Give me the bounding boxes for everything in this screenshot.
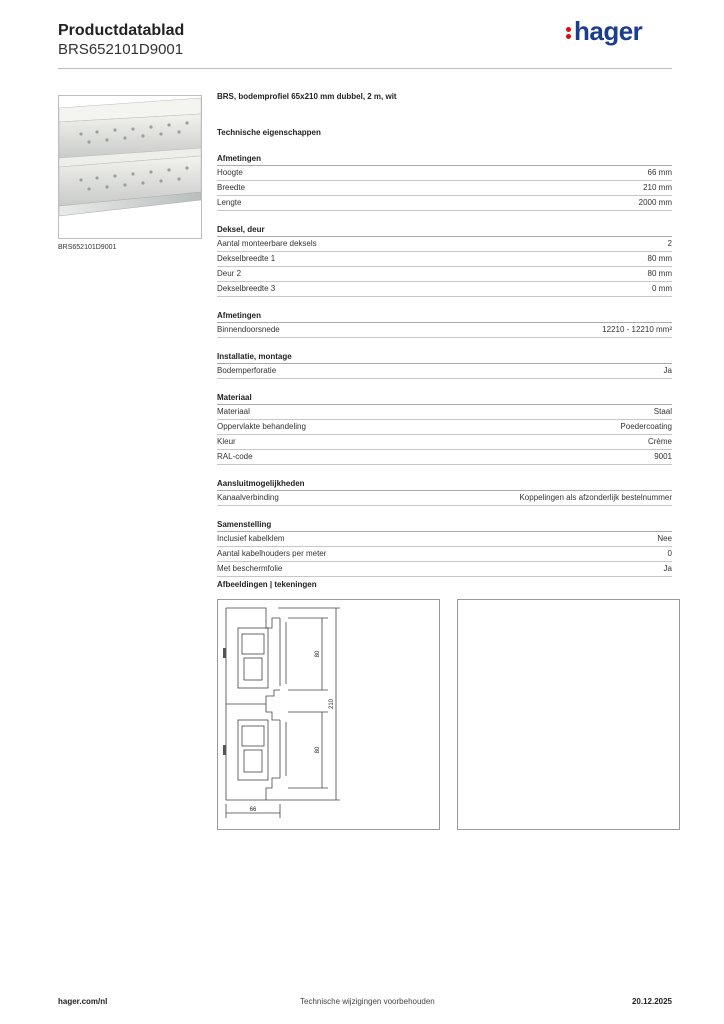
spec-label: Aantal kabelhouders per meter — [217, 549, 327, 558]
spec-group-title: Afmetingen — [217, 309, 672, 323]
spec-group — [217, 477, 672, 506]
spec-row — [217, 435, 672, 450]
spec-label: Breedte — [217, 183, 246, 192]
spec-value: Ja — [663, 564, 672, 573]
dim-lower-label: 80 — [315, 746, 321, 754]
spec-group-title: Materiaal — [217, 391, 672, 405]
empty-image-box — [457, 599, 680, 830]
product-description: BRS, bodemprofiel 65x210 mm dubbel, 2 m, wit — [217, 92, 397, 101]
dim-width-label: 66 — [249, 807, 257, 813]
spec-value: 2000 mm — [638, 198, 672, 207]
spec-row — [217, 405, 672, 420]
spec-row — [217, 547, 672, 562]
images-section-title: Afbeeldingen | tekeningen — [217, 580, 317, 589]
spec-row — [217, 450, 672, 465]
spec-label: RAL-code — [217, 452, 253, 461]
spec-row — [217, 267, 672, 282]
spec-group-title: Deksel, deur — [217, 223, 672, 237]
spec-value: 80 mm — [647, 254, 672, 263]
technical-drawing — [217, 599, 440, 830]
cable-duct-image — [59, 96, 201, 238]
spec-label: Aantal monteerbare deksels — [217, 239, 317, 248]
cross-section-drawing — [218, 600, 439, 829]
spec-value: 0 mm — [652, 284, 672, 293]
spec-row — [217, 532, 672, 547]
spec-value: 210 mm — [643, 183, 672, 192]
spec-label: Oppervlakte behandeling — [217, 422, 306, 431]
spec-label: Materiaal — [217, 407, 250, 416]
spec-group-title: Afmetingen — [217, 152, 672, 166]
spec-label: Binnendoorsnede — [217, 325, 280, 334]
spec-row — [217, 181, 672, 196]
logo-text: hager — [574, 16, 643, 46]
spec-group-title: Samenstelling — [217, 518, 672, 532]
spec-row — [217, 196, 672, 211]
spec-value: Nee — [657, 534, 672, 543]
spec-label: Dekselbreedte 3 — [217, 284, 276, 293]
spec-value: 80 mm — [647, 269, 672, 278]
spec-group — [217, 350, 672, 379]
spec-value: 9001 — [654, 452, 672, 461]
spec-group — [217, 391, 672, 465]
photo-caption: BRS652101D9001 — [58, 244, 117, 251]
spec-group — [217, 518, 672, 577]
spec-label: Hoogte — [217, 168, 243, 177]
spec-label: Inclusief kabelklem — [217, 534, 285, 543]
spec-row — [217, 323, 672, 338]
spec-value: 2 — [667, 239, 672, 248]
spec-row — [217, 237, 672, 252]
spec-label: Lengte — [217, 198, 242, 207]
spec-row — [217, 420, 672, 435]
hager-logo[interactable] — [566, 16, 642, 47]
spec-value: Poedercoating — [620, 422, 672, 431]
spec-value: Koppelingen als afzonderlijk bestelnummer — [519, 493, 672, 502]
spec-row — [217, 562, 672, 577]
spec-value: 12210 - 12210 mm² — [602, 325, 672, 334]
spec-label: Dekselbreedte 1 — [217, 254, 276, 263]
header-divider — [58, 68, 672, 69]
spec-row — [217, 252, 672, 267]
product-code: BRS652101D9001 — [58, 41, 184, 58]
spec-row — [217, 491, 672, 506]
spec-label: Bodemperforatie — [217, 366, 277, 375]
spec-label: Kleur — [217, 437, 236, 446]
spec-value: Staal — [653, 407, 672, 416]
footer-disclaimer: Technische wijzigingen voorbehouden — [300, 997, 435, 1006]
dim-total-label: 210 — [329, 698, 335, 710]
footer-website-link[interactable]: hager.com/nl — [58, 997, 108, 1006]
spec-label: Met beschermfolie — [217, 564, 283, 573]
spec-label: Kanaalverbinding — [217, 493, 279, 502]
spec-value: Ja — [663, 366, 672, 375]
spec-value: Crème — [647, 437, 672, 446]
spec-value: 66 mm — [647, 168, 672, 177]
technical-properties-title: Technische eigenschappen — [217, 128, 321, 137]
footer-date: 20.12.2025 — [631, 997, 672, 1006]
spec-group-title: Aansluitmogelijkheden — [217, 477, 672, 491]
page-title: Productdatablad — [58, 22, 185, 39]
dim-upper-label: 80 — [315, 650, 321, 658]
spec-groups — [217, 152, 672, 577]
spec-label: Deur 2 — [217, 269, 242, 278]
spec-row — [217, 282, 672, 297]
logo-dots-icon — [566, 25, 572, 41]
spec-group-title: Installatie, montage — [217, 350, 672, 364]
spec-group — [217, 223, 672, 297]
spec-value: 0 — [667, 549, 672, 558]
spec-row — [217, 166, 672, 181]
product-photo — [58, 95, 202, 239]
specs-column — [217, 92, 672, 589]
spec-group — [217, 309, 672, 338]
spec-row — [217, 364, 672, 379]
spec-group — [217, 152, 672, 211]
